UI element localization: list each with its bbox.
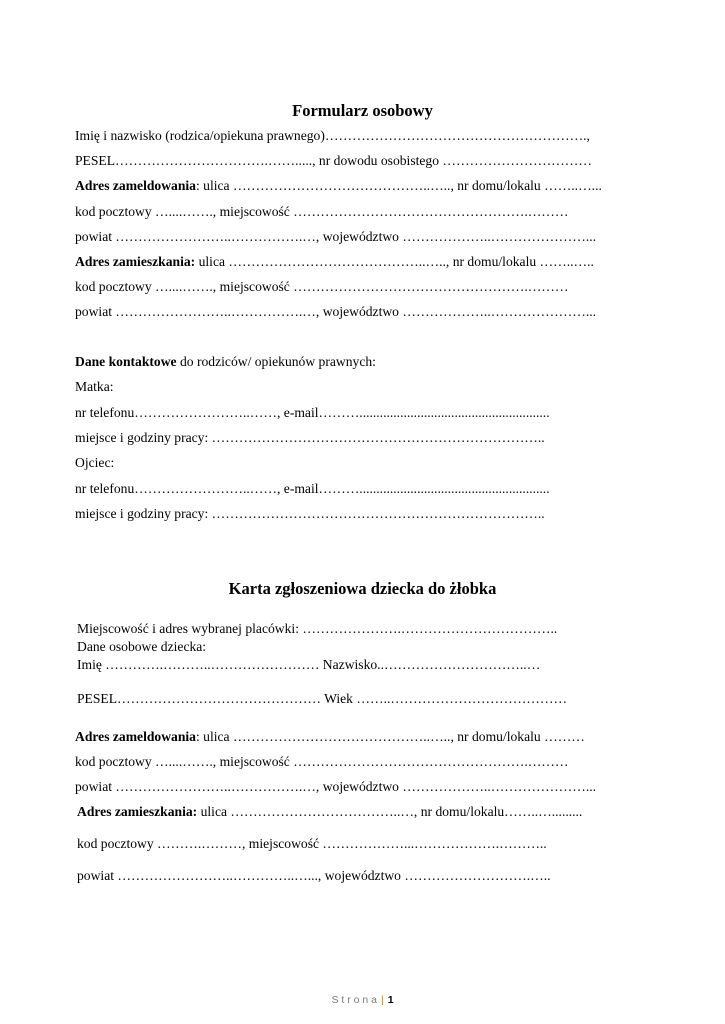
residence-address-fields: ulica ……………………………………..….., nr domu/lokalu ……..…..	[195, 254, 594, 269]
facility-field: Miejscowość i adres wybranej placówki: ………………….……………………………..	[77, 621, 558, 636]
father-phone-email-field: nr telefonu……………………..……, e-mail………........................................................	[75, 481, 550, 496]
father-label: Ojciec:	[75, 455, 115, 470]
child-registered-county-field: powiat ……………………..…………….…, województwo ………………..…………………...	[75, 779, 597, 794]
child-residence-postal-field: kod pocztowy ……….………, miejscowość ………………...……………….………..	[77, 836, 547, 851]
form-title: Formularz osobowy	[292, 101, 433, 120]
child-residence-address-line	[77, 804, 582, 820]
child-name-field: Imię ………….………..…………………… Nazwisko..…………………………..…	[77, 657, 541, 672]
residence-address-line	[75, 254, 594, 270]
registered-address-line	[75, 178, 602, 194]
child-registered-postal-field: kod pocztowy …....……., miejscowość …………………………………………….………	[75, 754, 569, 769]
contact-description: do rodziców/ opiekunów prawnych:	[176, 354, 376, 369]
residence-address-label: Adres zamieszkania:	[75, 254, 196, 269]
registered-county-field: powiat ……………………..…………….…, województwo ………………..…………………...	[75, 229, 597, 244]
mother-label: Matka:	[75, 379, 114, 394]
child-registered-address-line	[75, 729, 585, 745]
mother-work-field: miejsce i godziny pracy: ………………………………………………………………..	[75, 430, 545, 445]
mother-phone-email-field: nr telefonu……………………..……, e-mail………........................................................	[75, 405, 550, 420]
page-footer	[0, 994, 725, 1006]
registered-postal-field: kod pocztowy …....……., miejscowość …………………………………………….………	[75, 204, 569, 219]
residence-county-field: powiat ……………………..…………….…, województwo ………………..…………………...	[75, 304, 597, 319]
child-residence-address-fields: ulica ………………………………..…, nr domu/lokalu……..….........	[197, 804, 583, 819]
child-registered-address-fields: : ulica ……………………………………..….., nr domu/lokalu ………	[195, 729, 585, 744]
registered-address-label: Adres zameldowania	[75, 178, 196, 193]
footer-page-label: S t r o n a	[331, 994, 377, 1006]
residence-postal-field: kod pocztowy …....……., miejscowość …………………………………………….………	[75, 279, 569, 294]
child-pesel-age-field: PESEL……………………………………… Wiek ……..…………………………………	[77, 691, 568, 706]
father-work-field: miejsce i godziny pracy: ………………………………………………………………..	[75, 506, 545, 521]
pesel-id-field: PESEL…………………………….……....., nr dowodu osobistego ……………………………	[75, 153, 592, 168]
child-residence-county-field: powiat ……………………..…………..…..., województwo ……………………….…..	[77, 868, 551, 883]
child-registered-address-label: Adres zameldowania	[75, 729, 196, 744]
contact-label: Dane kontaktowe	[75, 354, 177, 369]
registered-address-fields: : ulica ……………………………………..….., nr domu/lokalu ……..…...	[195, 178, 602, 193]
contact-heading	[75, 354, 376, 370]
child-data-label: Dane osobowe dziecka:	[77, 639, 207, 654]
child-residence-address-label: Adres zamieszkania:	[77, 804, 198, 819]
enrollment-card-title: Karta zgłoszeniowa dziecka do żłobka	[228, 579, 497, 598]
parent-name-field: Imię i nazwisko (rodzica/opiekuna prawnego)………………………………………………….,	[75, 128, 590, 143]
footer-separator: |	[380, 994, 384, 1006]
footer-page-number: 1	[387, 994, 394, 1006]
